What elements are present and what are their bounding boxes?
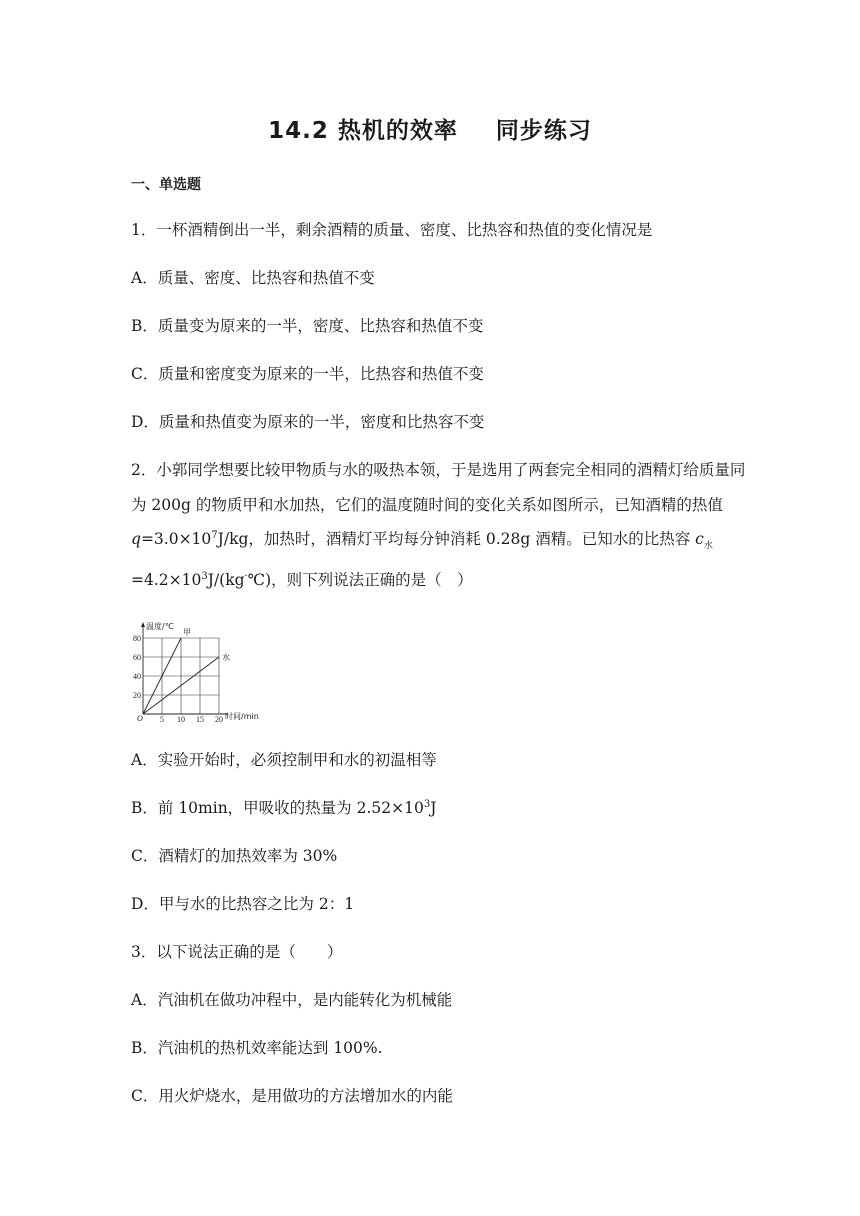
q2-q-symbol: q: [131, 530, 141, 548]
title-number: 14.2: [268, 118, 329, 144]
q3-stem: 3．以下说法正确的是（ ）: [131, 943, 343, 961]
section-heading: 一、单选题: [131, 177, 201, 193]
q2-option-a: A．实验开始时，必须控制甲和水的初温相等: [131, 751, 437, 769]
chart-xlabel: 时间/min: [225, 712, 259, 721]
title-name: 热机的效率: [337, 118, 458, 144]
x-tick-label: 5: [160, 715, 164, 724]
y-tick-label: 80: [133, 634, 141, 643]
chart-origin: O: [137, 714, 143, 723]
q2-line-4-text: ℃)，则下列说法正确的是（ ）: [247, 571, 473, 589]
x-tick-label: 15: [196, 715, 204, 724]
q2-option-b-unit: J: [430, 799, 437, 817]
q3-option-c: C．用火炉烧水，是用做功的方法增加水的内能: [131, 1087, 453, 1105]
x-tick-label: 10: [177, 715, 185, 724]
q2-line-1: 2．小郭同学想要比较甲物质与水的吸热本领，于是选用了两套完全相同的酒精灯给质量同: [131, 461, 746, 479]
y-tick-label: 40: [133, 672, 141, 681]
series-label-0: 甲: [183, 628, 191, 637]
q2-line-3: [131, 527, 713, 552]
q2-option-b-text: B．前 10min，甲吸收的热量为 2.52×10: [131, 799, 424, 817]
q2-unit-a: J/(kg: [207, 571, 245, 589]
q2-heat-value: =3.0×10: [140, 530, 212, 548]
q2-c-subscript: 水: [703, 541, 713, 552]
q1-stem: 1．一杯酒精倒出一半，剩余酒精的质量、密度、比热容和热值的变化情况是: [131, 221, 653, 239]
q1-option-b: B．质量变为原来的一半，密度、比热容和热值不变: [131, 317, 484, 335]
q2-option-d: D．甲与水的比热容之比为 2：1: [131, 895, 355, 913]
y-tick-label: 20: [133, 691, 141, 700]
q1-option-d: D．质量和热值变为原来的一半，密度和比热容不变: [131, 413, 485, 431]
q2-line-4: [131, 568, 473, 590]
q2-line-2: 为 200g 的物质甲和水加热，它们的温度随时间的变化关系如图所示，已知酒精的热值: [131, 496, 723, 514]
y-tick-label: 60: [133, 653, 141, 662]
q1-option-c: C．质量和密度变为原来的一半，比热容和热值不变: [131, 365, 484, 383]
q2-c-symbol: c: [695, 530, 704, 548]
series-label-1: 水: [222, 653, 230, 662]
q2-unit-dot: ·: [244, 570, 248, 582]
q2-option-c: C．酒精灯的加热效率为 30%: [131, 847, 338, 865]
page-title: [0, 112, 860, 145]
title-suffix: 同步练习: [495, 118, 592, 144]
q1-option-a: A．质量、密度、比热容和热值不变: [131, 269, 375, 287]
q2-line-3-text: J/kg，加热时，酒精灯平均每分钟消耗 0.28g 酒精。已知水的比热容: [217, 530, 696, 548]
q2-specific-heat: =4.2×10: [131, 571, 202, 589]
chart-grid: [143, 638, 219, 714]
q2-heat-exp: 7: [211, 529, 218, 541]
temperature-time-chart: [128, 620, 268, 724]
q3-option-a: A．汽油机在做功冲程中，是内能转化为机械能: [131, 991, 453, 1009]
q3-option-b: B．汽油机的热机效率能达到 100%.: [131, 1039, 383, 1057]
chart-ylabel: 温度/℃: [146, 622, 174, 631]
q2-option-b: [131, 796, 436, 818]
q2-specific-heat-exp: 3: [201, 570, 208, 582]
x-tick-label: 20: [215, 715, 223, 724]
q2-option-b-exp: 3: [423, 798, 431, 810]
